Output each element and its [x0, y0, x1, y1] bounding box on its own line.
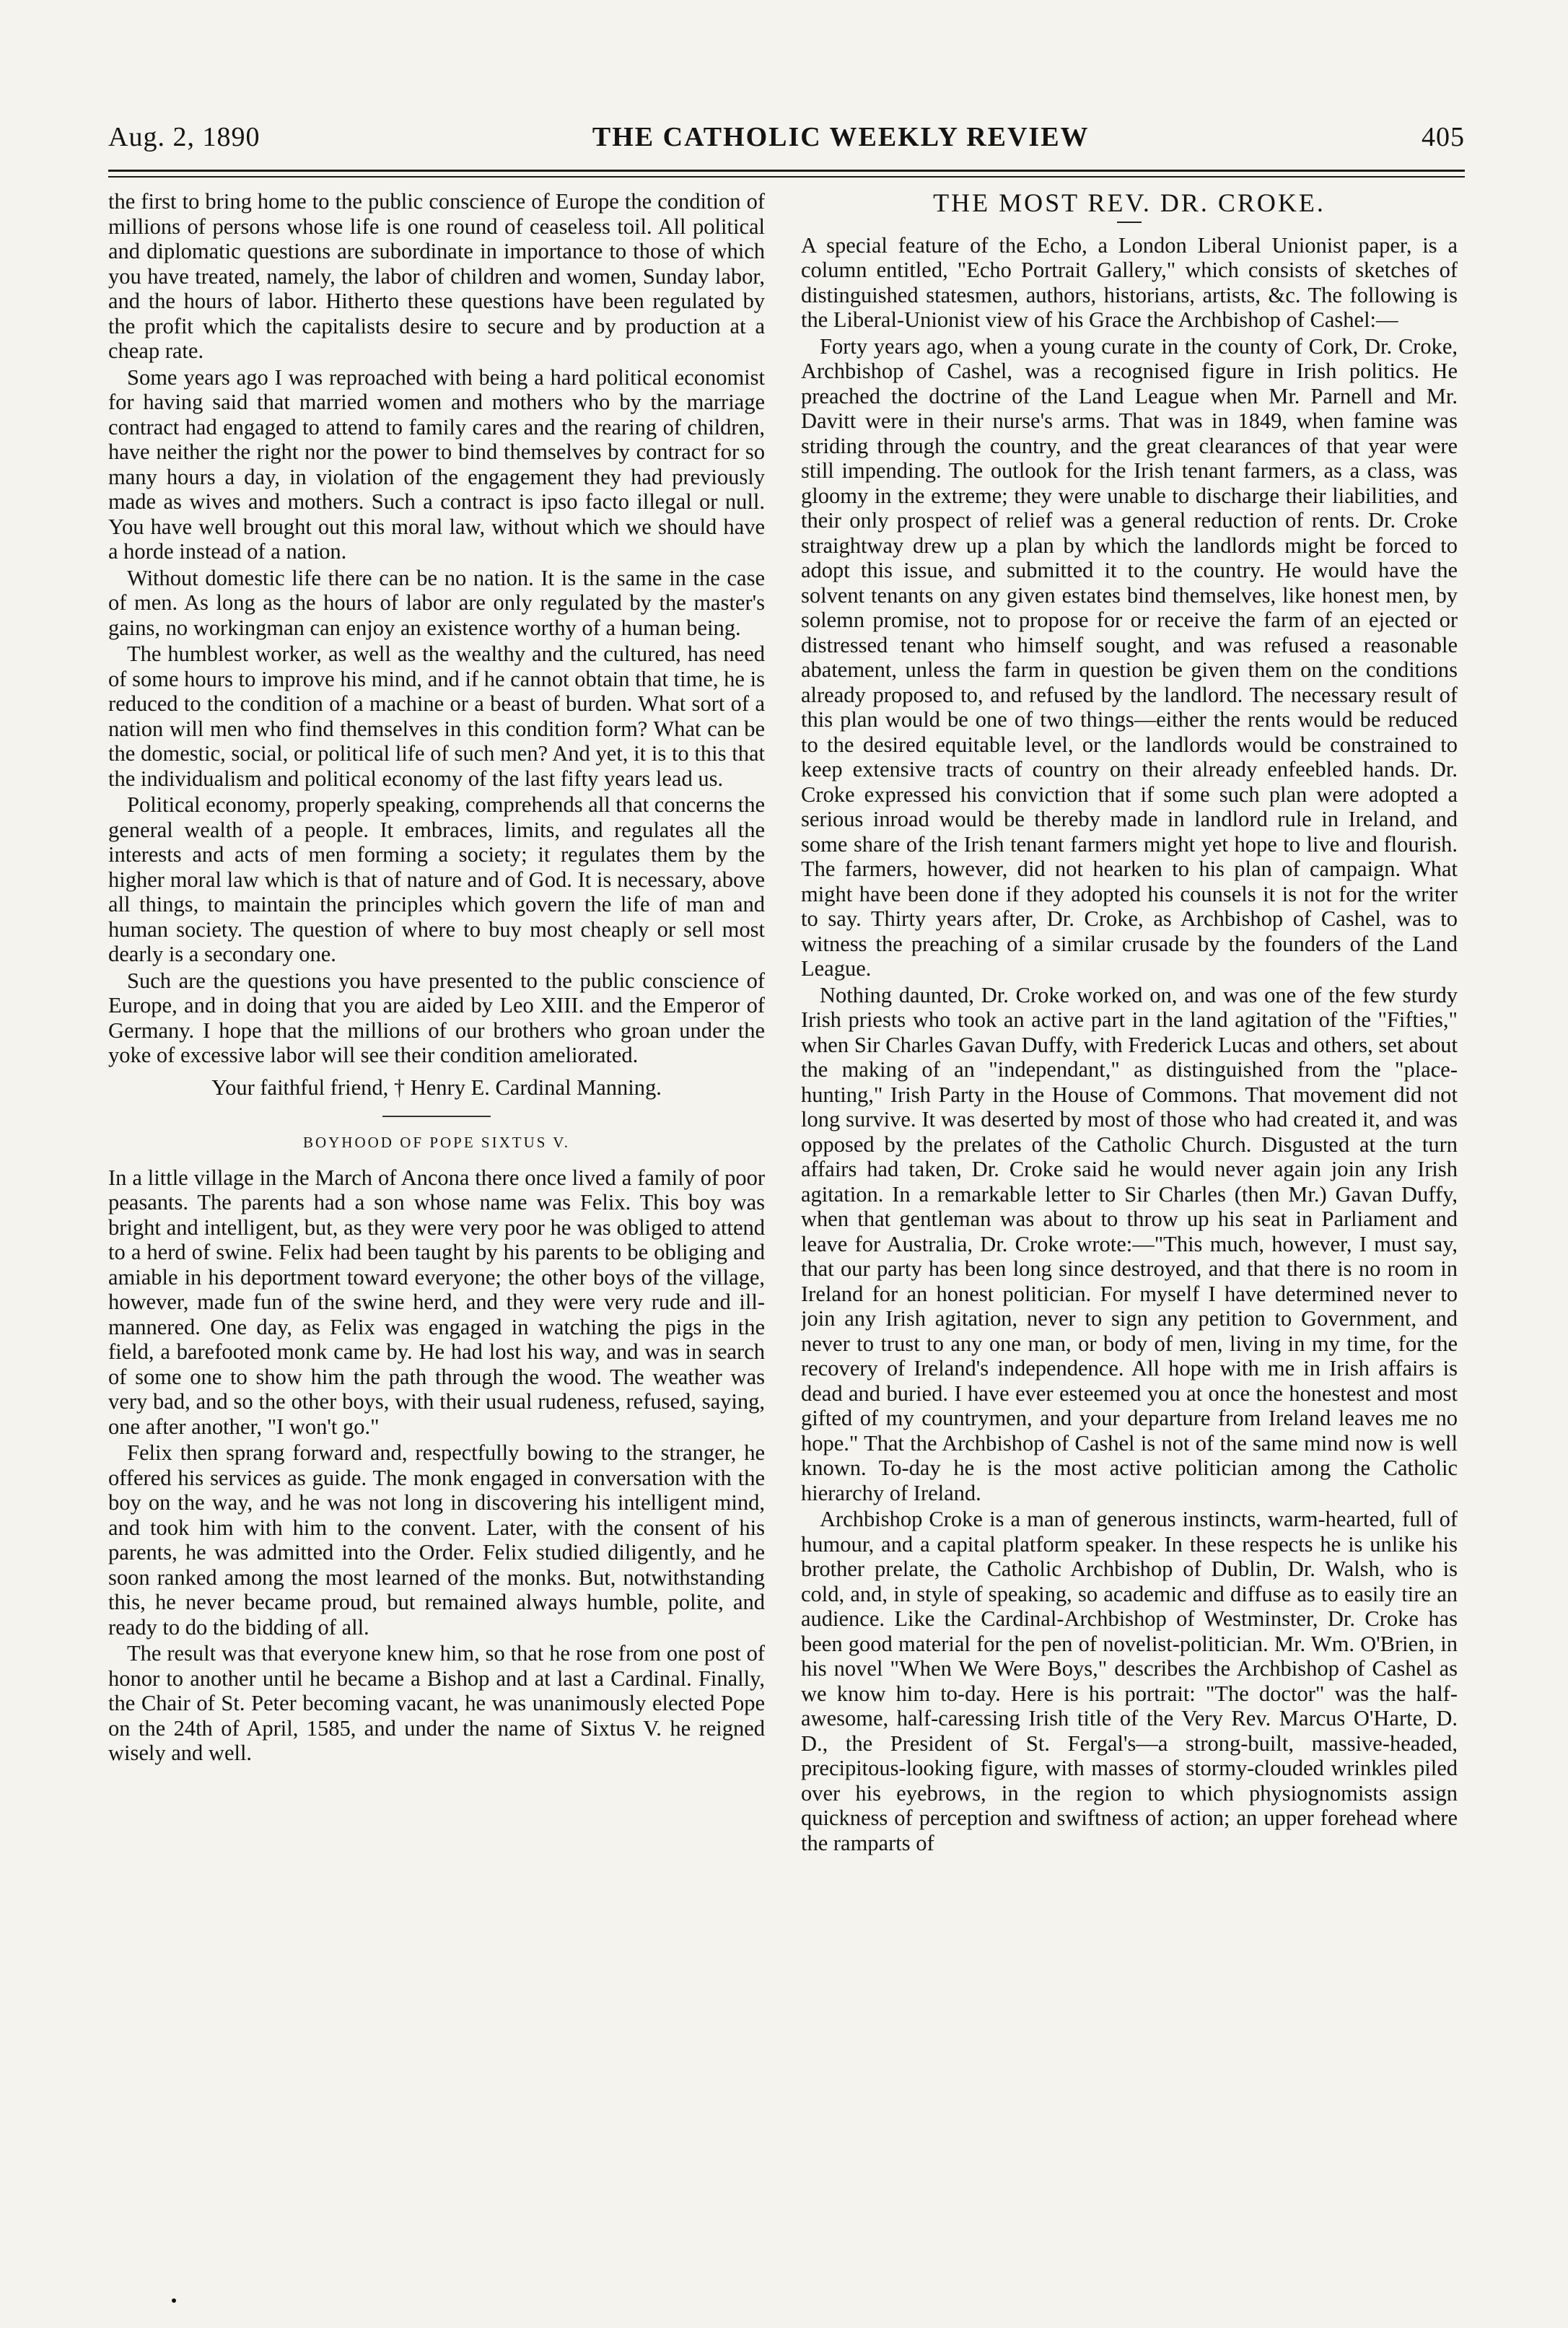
article-paragraph: The humblest worker, as well as the wealthy and the cultured, has need of some hours to improve his mind, and if he cannot obtain that time, he is reduced to the condition of a machine or a beast of burden. What sort of a nation will men who find themselves in this condition form? What can be the domestic, social, or political life of such men? And yet, it is to this that the individualism and political economy of the last fifty years lead us. — [108, 642, 765, 791]
article-paragraph: the first to bring home to the public conscience of Europe the condition of millions of persons whose life is one round of ceaseless toil. All political and diplomatic questions are subordinate in importance to those of which you have treated, namely, the labor of children and women, Sunday labor, and the hours of labor. Hitherto these questions have been regulated by the profit which the capitalists desire to secure and by production at a cheap rate. — [108, 189, 765, 363]
masthead-rule-thin — [108, 176, 1465, 178]
section-divider — [382, 1116, 491, 1117]
article-paragraph: Archbishop Croke is a man of generous instincts, warm-hearted, full of humour, and a capital platform speaker. In these respects he is unlike his brother prelate, the Catholic Archbishop of Dublin, Dr. Walsh, who is cold, and, in style of speaking, so academic and diffuse as to easily tire an audience. Like the Cardinal-Archbishop of Westminster, Dr. Croke has been good material for the pen of novelist-politician. Mr. Wm. O'Brien, in his novel "When We Were Boys," describes the Archbishop of Cashel as we know him to-day. Here is his portrait: "The doctor" was the half-awesome, half-caressing Irish title of the Very Rev. Marcus O'Harte, D. D., the President of St. Fergal's—a strong-built, massive-headed, precipitous-looking figure, with masses of stormy-clouded wrinkles piled over his eyebrows, in the region to which physiognomists assign quickness of perception and swiftness of action; an upper forehead where the ramparts of — [801, 1507, 1458, 1855]
article-paragraph: The result was that everyone knew him, so that he rose from one post of honor to another until he became a Bishop and at last a Cardinal. Finally, the Chair of St. Peter becoming vacant, he was unanimously elected Pope on the 24th of April, 1585, and under the name of Sixtus V. he reigned wisely and well. — [108, 1641, 765, 1765]
heading-dash — [1117, 222, 1142, 223]
issue-date: Aug. 2, 1890 — [108, 122, 260, 152]
article-paragraph: Such are the questions you have presented to the public conscience of Europe, and in doing that you are aided by Leo XIII. and the Emperor of Germany. I hope that the millions of our brothers who groan under the yoke of excessive labor will see their condition ameliorated. — [108, 968, 765, 1067]
left-column — [108, 189, 765, 2239]
right-column — [801, 189, 1458, 2239]
print-speck — [172, 2298, 176, 2303]
article-paragraph: Political economy, properly speaking, comprehends all that concerns the general wealth of a people. It embraces, limits, and regulates all the interests and acts of men forming a society; it regulates them by the higher moral law which is that of nature and of God. It is necessary, above all things, to maintain the principles which govern the life of man and human society. The question of where to buy most cheaply or sell most dearly is a secondary one. — [108, 792, 765, 966]
page-number: 405 — [1422, 122, 1465, 152]
article-paragraph: Forty years ago, when a young curate in the county of Cork, Dr. Croke, Archbishop of Cashel, was a recognised figure in Irish politics. He preached the doctrine of the Land League when Mr. Parnell and Mr. Davitt were in their nurse's arms. That was in 1849, when famine was striding through the country, and the great clearances of that year were still impending. The outlook for the Irish tenant farmers, as a class, was gloomy in the extreme; they were unable to discharge their liabilities, and their only prospect of relief was a general reduction of rents. Dr. Croke straightway drew up a plan by which the landlords might be forced to adopt this issue, and submitted it to the country. He would have the solvent tenants on any given estates bind themselves, like honest men, by solemn promise, not to propose for or receive the farm of an ejected or distressed tenant who himself sought, and was refused a reasonable abatement, unless the farm in question be given them on the conditions already proposed to, and refused by the landlord. The necessary result of this plan would be one of two things—either the rents would be reduced to the desired equitable level, or the landlords would be constrained to keep extensive tracts of country on their already enfeebled hands. Dr. Croke expressed his conviction that if some such plan were adopted a serious inroad would be thereby made in landlord rule in Ireland, and some share of the Irish tenant farmers might yet hope to live and flourish. The farmers, however, did not hearken to his plan of campaign. What might have been done if they adopted his counsels it is not for the writer to say. Thirty years after, Dr. Croke, as Archbishop of Cashel, was to witness the preaching of a similar crusade by the founders of the Land League. — [801, 333, 1458, 981]
letter-signature: Your faithful friend, † Henry E. Cardinal Manning. — [211, 1075, 662, 1100]
article-paragraph: Felix then sprang forward and, respectfully bowing to the stranger, he offered his services as guide. The monk engaged in conversation with the boy on the way, and he was not long in discovering his intelligent mind, and took him with him to the convent. Later, with the consent of his parents, he was admitted into the Order. Felix studied diligently, and he soon ranked among the most learned of the monks. But, notwithstanding this, he never became proud, but remained always humble, polite, and ready to do the bidding of all. — [108, 1440, 765, 1640]
article-paragraph: In a little village in the March of Ancona there once lived a family of poor peasants. The parents had a son whose name was Felix. This boy was bright and intelligent, but, as they were very poor he was obliged to attend to a herd of swine. Felix had been taught by his parents to be obliging and amiable in his deportment toward everyone; the other boys of the village, however, made fun of the swine herd, and they were very rude and ill-mannered. One day, as Felix was engaged in watching the pigs in the field, a barefooted monk came by. He had lost his way, and was in search of some one to show him the path through the wood. The weather was very bad, and so the other boys, with their usual rudeness, refused, saying, one after another, "I won't go." — [108, 1165, 765, 1439]
publication-title: THE CATHOLIC WEEKLY REVIEW — [592, 122, 1090, 152]
article-paragraph: Nothing daunted, Dr. Croke worked on, and was one of the few sturdy Irish priests who took an active part in the land agitation of the "Fifties," when Sir Charles Gavan Duffy, with Frederick Lucas and others, set about the making of an "independant," as distinguished from the "place-hunting," Irish Party in the House of Commons. That movement did not long survive. It was deserted by most of those who had created it, and was opposed by the prelates of the Catholic Church. Disgusted at the turn affairs had taken, Dr. Croke said he would never again join any Irish agitation. In a remarkable letter to Sir Charles (then Mr.) Gavan Duffy, when that gentleman was about to throw up his seat in Parliament and leave for Australia, Dr. Croke wrote:—"This much, however, I must say, that our party has been long since destroyed, and that there is no room in Ireland for an honest politician. For myself I have determined never to join any Irish agitation, never to sign any petition to Government, and never to trust to any one man, or body of men, living in my time, for the recovery of Ireland's independence. All hope with me in Irish affairs is dead and buried. I have ever esteemed you at once the honestest and most gifted of my countrymen, and your departure from Ireland leaves me no hope." That the Archbishop of Cashel is not of the same mind now is well known. To-day he is the most active politician among the Catholic hierarchy of Ireland. — [801, 982, 1458, 1505]
article-paragraph: Some years ago I was reproached with being a hard political economist for having said that married women and mothers who by the marriage contract had engaged to attend to family cares and the rearing of children, have neither the right nor the power to bind themselves by contract for so many hours a day, in violation of the engagement they had previously made as wives and mothers. Such a contract is ipso facto illegal or null. You have well brought out this moral law, without which we should have a horde instead of a nation. — [108, 364, 765, 564]
masthead-rule — [108, 170, 1465, 172]
section-heading: BOYHOOD OF POPE SIXTUS V. — [302, 1134, 571, 1151]
masthead — [108, 108, 1465, 166]
article-heading: THE MOST REV. DR. CROKE. — [933, 189, 1326, 217]
article-paragraph: Without domestic life there can be no nation. It is the same in the case of men. As long as the hours of labor are only regulated by the master's gains, no workingman can enjoy an existence worthy of a human being. — [108, 565, 765, 640]
article-paragraph: A special feature of the Echo, a London Liberal Unionist paper, is a column entitled, "Echo Portrait Gallery," which consists of sketches of distinguished statesmen, authors, historians, artists, &c. The following is the Liberal-Unionist view of his Grace the Archbishop of Cashel:— — [801, 232, 1458, 332]
